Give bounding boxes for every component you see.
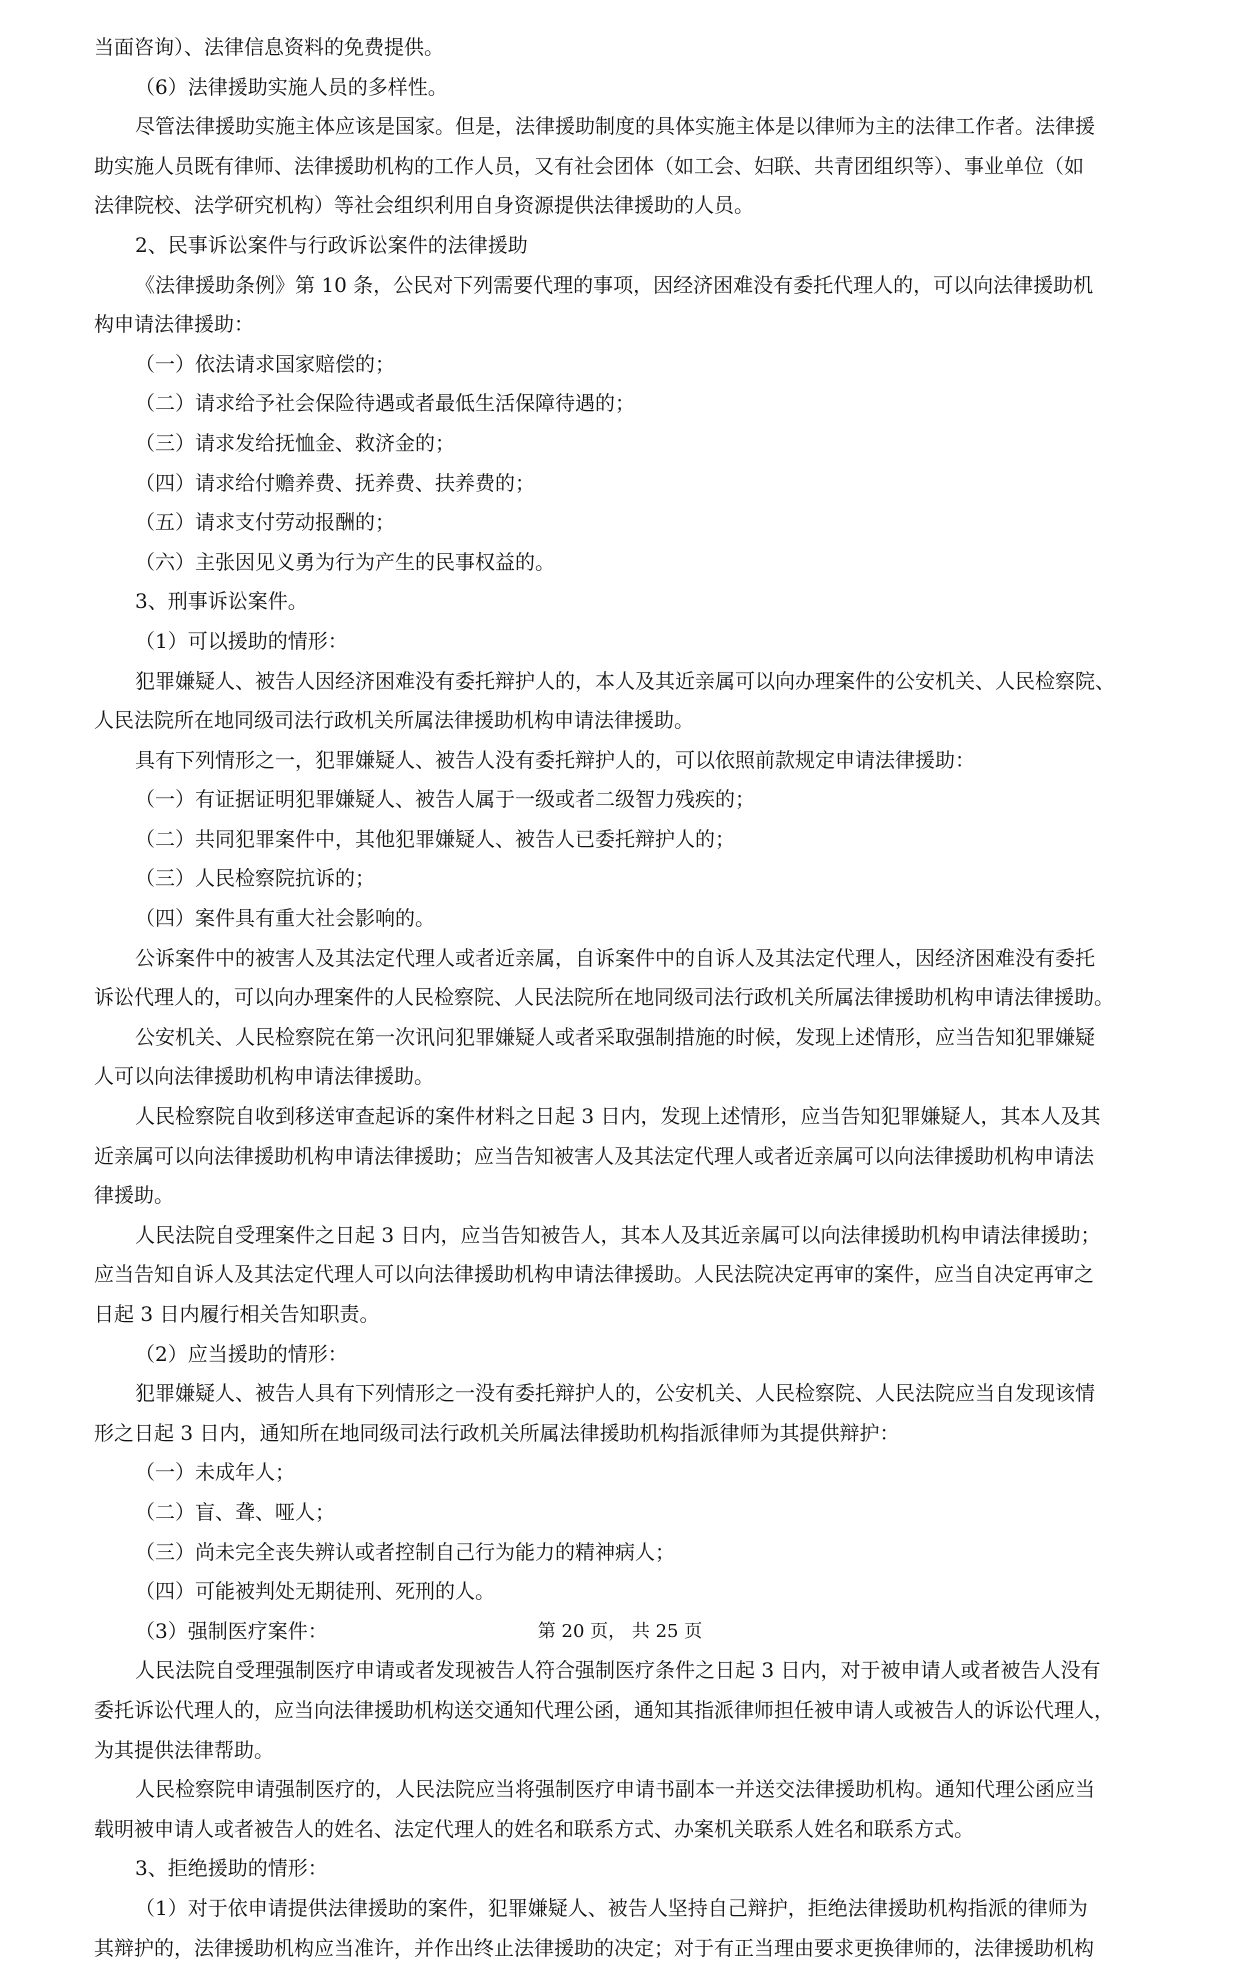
text-line: 人民法院自受理案件之日起 3 日内，应当告知被告人，其本人及其近亲属可以向法律援助机构申请法律援助； bbox=[94, 1216, 1184, 1256]
text-line: 公安机关、人民检察院在第一次讯问犯罪嫌疑人或者采取强制措施的时候，发现上述情形，应当告知犯罪嫌疑 bbox=[94, 1018, 1184, 1058]
text-line: 诉讼代理人的，可以向办理案件的人民检察院、人民法院所在地同级司法行政机关所属法律援助机构申请法律援助。 bbox=[94, 978, 1184, 1018]
text-line: 日起 3 日内履行相关告知职责。 bbox=[94, 1295, 1184, 1335]
text-line: （四）可能被判处无期徒刑、死刑的人。 bbox=[94, 1572, 1184, 1612]
text-line: 构申请法律援助： bbox=[94, 305, 1184, 345]
text-line: （二）共同犯罪案件中，其他犯罪嫌疑人、被告人已委托辩护人的； bbox=[94, 820, 1184, 860]
text-line: （3）强制医疗案件： bbox=[94, 1612, 1184, 1652]
text-line: 委托诉讼代理人的，应当向法律援助机构送交通知代理公函，通知其指派律师担任被申请人或被告人的诉讼代理人， bbox=[94, 1691, 1184, 1731]
text-line: （一）有证据证明犯罪嫌疑人、被告人属于一级或者二级智力残疾的； bbox=[94, 780, 1184, 820]
text-line: 《法律援助条例》第 10 条，公民对下列需要代理的事项，因经济困难没有委托代理人的，可以向法律援助机 bbox=[94, 266, 1184, 306]
text-line: （三）请求发给抚恤金、救济金的； bbox=[94, 424, 1184, 464]
text-line: （四）案件具有重大社会影响的。 bbox=[94, 899, 1184, 939]
text-line: （2）应当援助的情形： bbox=[94, 1335, 1184, 1375]
text-line: 人可以向法律援助机构申请法律援助。 bbox=[94, 1057, 1184, 1097]
text-line: （三）人民检察院抗诉的； bbox=[94, 859, 1184, 899]
text-line: （六）主张因见义勇为行为产生的民事权益的。 bbox=[94, 543, 1184, 583]
text-line: 人民检察院自收到移送审查起诉的案件材料之日起 3 日内，发现上述情形，应当告知犯罪嫌疑人，其本人及其 bbox=[94, 1097, 1184, 1137]
text-line: 人民检察院申请强制医疗的，人民法院应当将强制医疗申请书副本一并送交法律援助机构。通知代理公函应当 bbox=[94, 1770, 1184, 1810]
text-line: （6）法律援助实施人员的多样性。 bbox=[94, 68, 1184, 108]
text-line: （1）对于依申请提供法律援助的案件，犯罪嫌疑人、被告人坚持自己辩护，拒绝法律援助机构指派的律师为 bbox=[94, 1889, 1184, 1929]
text-line: 助实施人员既有律师、法律援助机构的工作人员，又有社会团体（如工会、妇联、共青团组织等）、事业单位（如 bbox=[94, 147, 1184, 187]
text-line: 近亲属可以向法律援助机构申请法律援助；应当告知被害人及其法定代理人或者近亲属可以向法律援助机构申请法 bbox=[94, 1137, 1184, 1177]
text-line: 公诉案件中的被害人及其法定代理人或者近亲属，自诉案件中的自诉人及其法定代理人，因经济困难没有委托 bbox=[94, 939, 1184, 979]
text-line: 律援助。 bbox=[94, 1176, 1184, 1216]
text-line: 犯罪嫌疑人、被告人因经济困难没有委托辩护人的，本人及其近亲属可以向办理案件的公安机关、人民检察院、 bbox=[94, 662, 1184, 702]
text-line: 当面咨询）、法律信息资料的免费提供。 bbox=[94, 28, 1184, 68]
text-line: 2、民事诉讼案件与行政诉讼案件的法律援助 bbox=[94, 226, 1184, 266]
text-line: （二）请求给予社会保险待遇或者最低生活保障待遇的； bbox=[94, 384, 1184, 424]
text-line: （二）盲、聋、哑人； bbox=[94, 1493, 1184, 1533]
document-body bbox=[94, 28, 1184, 1968]
text-line: 人民法院所在地同级司法行政机关所属法律援助机构申请法律援助。 bbox=[94, 701, 1184, 741]
text-line: （一）未成年人； bbox=[94, 1453, 1184, 1493]
text-line: （一）依法请求国家赔偿的； bbox=[94, 345, 1184, 385]
text-line: 尽管法律援助实施主体应该是国家。但是，法律援助制度的具体实施主体是以律师为主的法律工作者。法律援 bbox=[94, 107, 1184, 147]
text-line: （三）尚未完全丧失辨认或者控制自己行为能力的精神病人； bbox=[94, 1533, 1184, 1573]
text-line: 形之日起 3 日内，通知所在地同级司法行政机关所属法律援助机构指派律师为其提供辩护： bbox=[94, 1414, 1184, 1454]
text-line: 具有下列情形之一，犯罪嫌疑人、被告人没有委托辩护人的，可以依照前款规定申请法律援助： bbox=[94, 741, 1184, 781]
text-line: 3、拒绝援助的情形： bbox=[94, 1849, 1184, 1889]
text-line: 法律院校、法学研究机构）等社会组织利用自身资源提供法律援助的人员。 bbox=[94, 186, 1184, 226]
text-line: 人民法院自受理强制医疗申请或者发现被告人符合强制医疗条件之日起 3 日内，对于被申请人或者被告人没有 bbox=[94, 1651, 1184, 1691]
text-line: 犯罪嫌疑人、被告人具有下列情形之一没有委托辩护人的，公安机关、人民检察院、人民法院应当自发现该情 bbox=[94, 1374, 1184, 1414]
text-line: （1）可以援助的情形： bbox=[94, 622, 1184, 662]
text-line: （五）请求支付劳动报酬的； bbox=[94, 503, 1184, 543]
text-line: 其辩护的，法律援助机构应当准许，并作出终止法律援助的决定；对于有正当理由要求更换律师的，法律援助机构 bbox=[94, 1929, 1184, 1968]
text-line: 载明被申请人或者被告人的姓名、法定代理人的姓名和联系方式、办案机关联系人姓名和联系方式。 bbox=[94, 1810, 1184, 1850]
text-line: 为其提供法律帮助。 bbox=[94, 1731, 1184, 1771]
text-line: 应当告知自诉人及其法定代理人可以向法律援助机构申请法律援助。人民法院决定再审的案件，应当自决定再审之 bbox=[94, 1255, 1184, 1295]
page-footer: 第 20 页， 共 25 页 bbox=[0, 1620, 1240, 1644]
text-line: 3、刑事诉讼案件。 bbox=[94, 582, 1184, 622]
text-line: （四）请求给付赡养费、抚养费、扶养费的； bbox=[94, 464, 1184, 504]
